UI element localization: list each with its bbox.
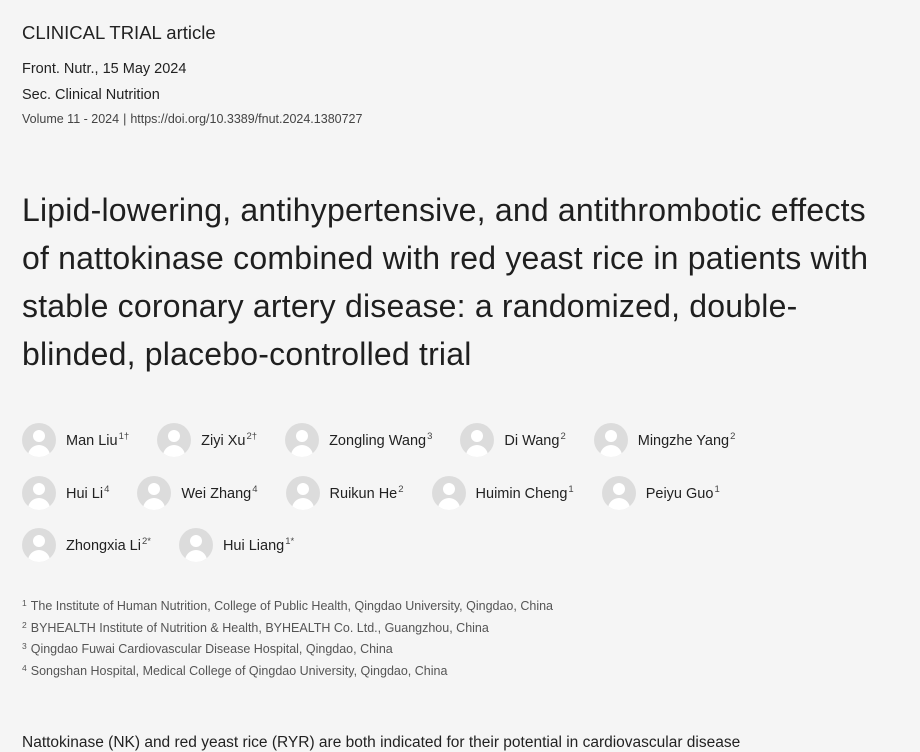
abstract-text: Nattokinase (NK) and red yeast rice (RYR) are both indicated for their potential in cardiovascular disease [22, 734, 741, 751]
author-name: Di Wang$^2$ [504, 431, 566, 449]
avatar-icon [22, 528, 56, 562]
avatar-icon [157, 423, 191, 457]
author-item[interactable] [22, 476, 109, 510]
affiliation-item: $^1$ The Institute of Human Nutrition, College of Public Health, Qingdao University, Qingdao, China [22, 598, 553, 613]
author-name: Hui Li$^4$ [66, 484, 110, 502]
author-name: Peiyu Guo$^1$ [645, 484, 720, 502]
avatar-icon [602, 476, 636, 510]
author-name: Ruikun He$^2$ [329, 484, 404, 502]
author-name: Man Liu$^{1\dagger}$ [66, 431, 130, 449]
avatar-icon [460, 423, 494, 457]
avatar-icon [285, 423, 319, 457]
author-name: Wei Zhang$^4$ [181, 484, 258, 502]
avatar-icon [22, 423, 56, 457]
separator: | [123, 112, 127, 126]
author-row-3 [22, 528, 322, 562]
author-row-2 [22, 476, 748, 510]
avatar-icon [594, 423, 628, 457]
avatar-icon [432, 476, 466, 510]
author-item[interactable] [137, 476, 257, 510]
volume-doi-line [22, 112, 362, 126]
author-name: Hui Liang$^{1*}$ [222, 536, 295, 554]
author-item[interactable] [22, 423, 129, 457]
author-item[interactable] [157, 423, 257, 457]
journal-date[interactable]: Front. Nutr., 15 May 2024 [22, 61, 187, 77]
volume-label: Volume 11 - 2024 [22, 112, 120, 126]
avatar-icon [179, 528, 213, 562]
author-row-1 [22, 423, 763, 457]
affiliation-item: $^2$ BYHEALTH Institute of Nutrition & Health, BYHEALTH Co. Ltd., Guangzhou, China [22, 619, 489, 635]
author-item[interactable] [22, 528, 151, 562]
avatar-icon [137, 476, 171, 510]
article-type-label: CLINICAL TRIAL article [22, 22, 216, 43]
author-item[interactable] [285, 423, 432, 457]
affiliations-list [22, 594, 553, 680]
author-name: Zhongxia $Li^{2*}$ [66, 536, 151, 554]
author-name: Mingzhe Yang$^2$ [637, 431, 736, 449]
author-name: Zongling Wang$^3$ [329, 431, 433, 449]
avatar-icon [22, 476, 56, 510]
author-name: Ziyi $Xu^{2\dagger}$ [201, 431, 258, 449]
author-item[interactable] [594, 423, 736, 457]
doi-link[interactable]: https://doi.org/10.3389/fnut.2024.1380727 [130, 112, 363, 126]
author-item[interactable] [602, 476, 720, 510]
author-item[interactable] [432, 476, 574, 510]
author-item[interactable] [286, 476, 404, 510]
avatar-icon [286, 476, 320, 510]
affiliation-item: $^4$ Songshan Hospital, Medical College of Qingdao University, Qingdao, China [22, 662, 448, 678]
article-title: Lipid-lowering, antihypertensive, and antithrombotic effects of nattokinase combined with red yeast rice in patients with stable coronary artery disease: a randomized, double-blinded, placebo-controlled trial [22, 192, 869, 372]
author-item[interactable] [460, 423, 565, 457]
affiliation-item: $^3$ Qingdao Fuwai Cardiovascular Disease Hospital, Qingdao, China [22, 641, 393, 656]
journal-section[interactable]: Sec. Clinical Nutrition [22, 87, 160, 103]
author-item[interactable] [179, 528, 294, 562]
author-name: Huimin Cheng$^1$ [475, 484, 574, 502]
